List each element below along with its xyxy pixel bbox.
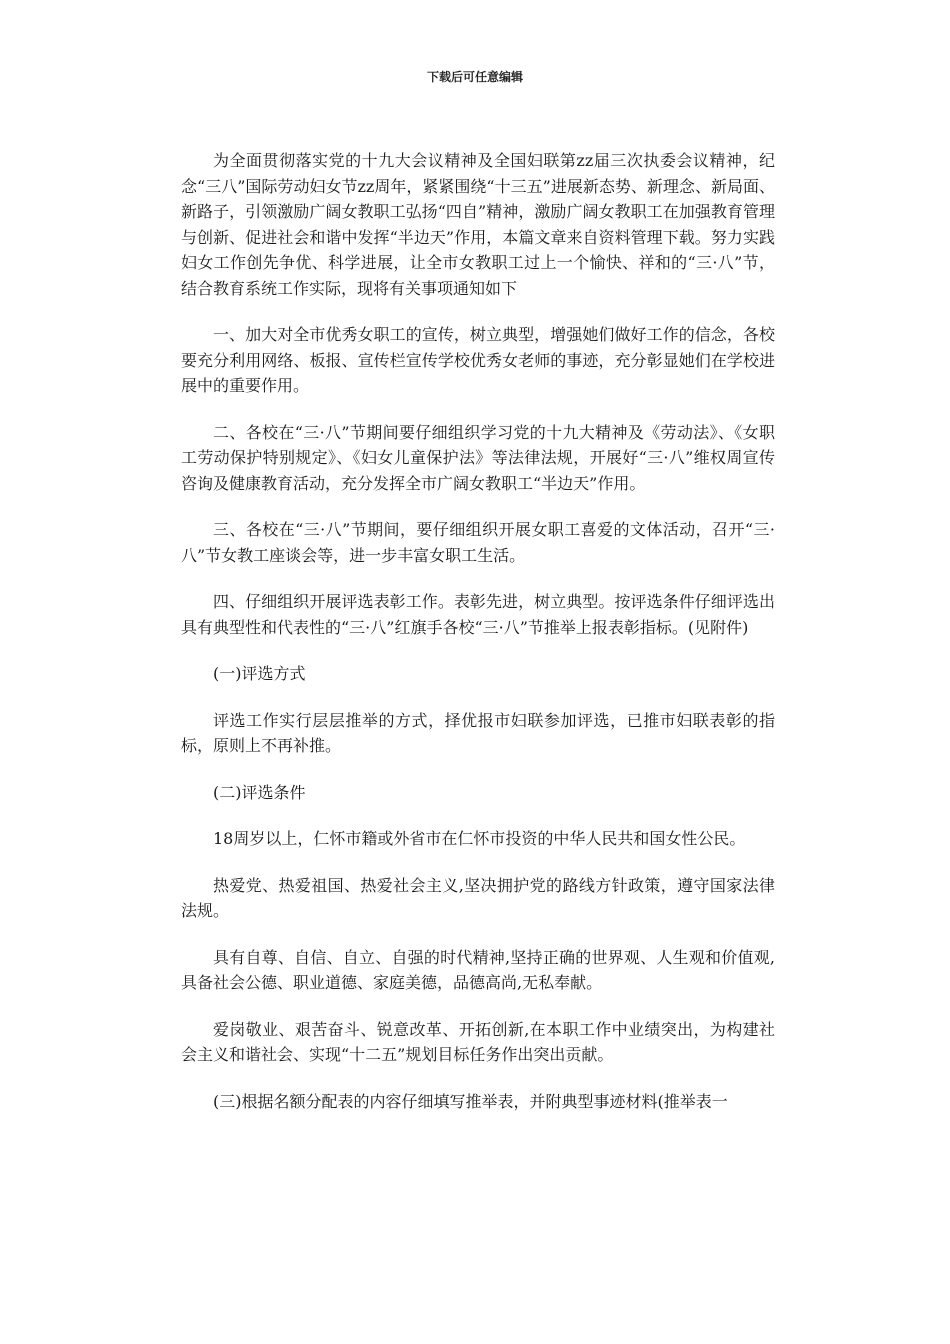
subheading-selection-method: (一)评选方式 [213, 664, 306, 683]
paragraph-item-3: 三、各校在“三·八”节期间，要仔细组织开展女职工喜爱的文体活动，召开“三·八”节女教工座谈会等，进一步丰富女职工生活。 [181, 520, 775, 565]
paragraph-nomination-form: (三)根据名额分配表的内容仔细填写推举表，并附典型事迹材料(推举表一 [213, 1091, 728, 1111]
paragraph-item-4: 四、仔细组织开展评选表彰工作。表彰先进，树立典型。按评选条件仔细评选出具有典型性和代表性的“三·八”红旗手各校“三·八”节推举上报表彰指标。(见附件) [181, 592, 775, 637]
paragraph-item-1: 一、加大对全市优秀女职工的宣传，树立典型，增强她们做好工作的信念，各校要充分利用网络、板报、宣传栏宣传学校优秀女老师的事迹，充分彰显她们在学校进展中的重要作用。 [181, 325, 775, 395]
subheading-selection-criteria: (二)评选条件 [213, 782, 306, 802]
document-body [181, 148, 775, 1135]
paragraph-intro: 为全面贯彻落实党的十九大会议精神及全国妇联第zz届三次执委会议精神，纪念“三八”国际劳动妇女节zz周年，紧紧围绕“十三五”进展新态势、新理念、新局面、新路子，引领激励广阔女教职工弘扬“四自”精神，激励广阔女教职工在加强教育管理与创新、促进社会和谐中发挥“半边天”作用，本篇文章来自资料管理下载。努力实践妇女工作创先争优、科学进展，让全市女教职工过上一个愉快、祥和的“三·八”节，结合教育系统工作实际，现将有关事项通知如下 [181, 151, 775, 298]
paragraph-criteria-patriotism: 热爱党、热爱祖国、热爱社会主义,坚决拥护党的路线方针政策，遵守国家法律法规。 [181, 875, 775, 920]
page-header: 下载后可任意编辑 [426, 70, 523, 84]
paragraph-criteria-age: 18周岁以上，仁怀市籍或外省市在仁怀市投资的中华人民共和国女性公民。 [213, 829, 746, 848]
paragraph-selection-method: 评选工作实行层层推举的方式，择优报市妇联参加评选，已推市妇联表彰的指标，原则上不再补推。 [181, 710, 775, 755]
paragraph-item-2: 二、各校在“三·八”节期间要仔细组织学习党的十九大精神及《劳动法》、《女职工劳动保护特别规定》、《妇女儿童保护法》等法律法规，开展好“三·八”维权周宣传咨询及健康教育活动，充分发挥全市广阔女教职工“半边天”作用。 [181, 422, 775, 493]
paragraph-criteria-character: 具有自尊、自信、自立、自强的时代精神,坚持正确的世界观、人生观和价值观,具备社会公德、职业道德、家庭美德，品德高尚,无私奉献。 [181, 947, 775, 992]
paragraph-criteria-performance: 爱岗敬业、艰苦奋斗、锐意改革、开拓创新,在本职工作中业绩突出，为构建社会主义和谐社会、实现“十二五”规划目标任务作出突出贡献。 [181, 1019, 775, 1064]
